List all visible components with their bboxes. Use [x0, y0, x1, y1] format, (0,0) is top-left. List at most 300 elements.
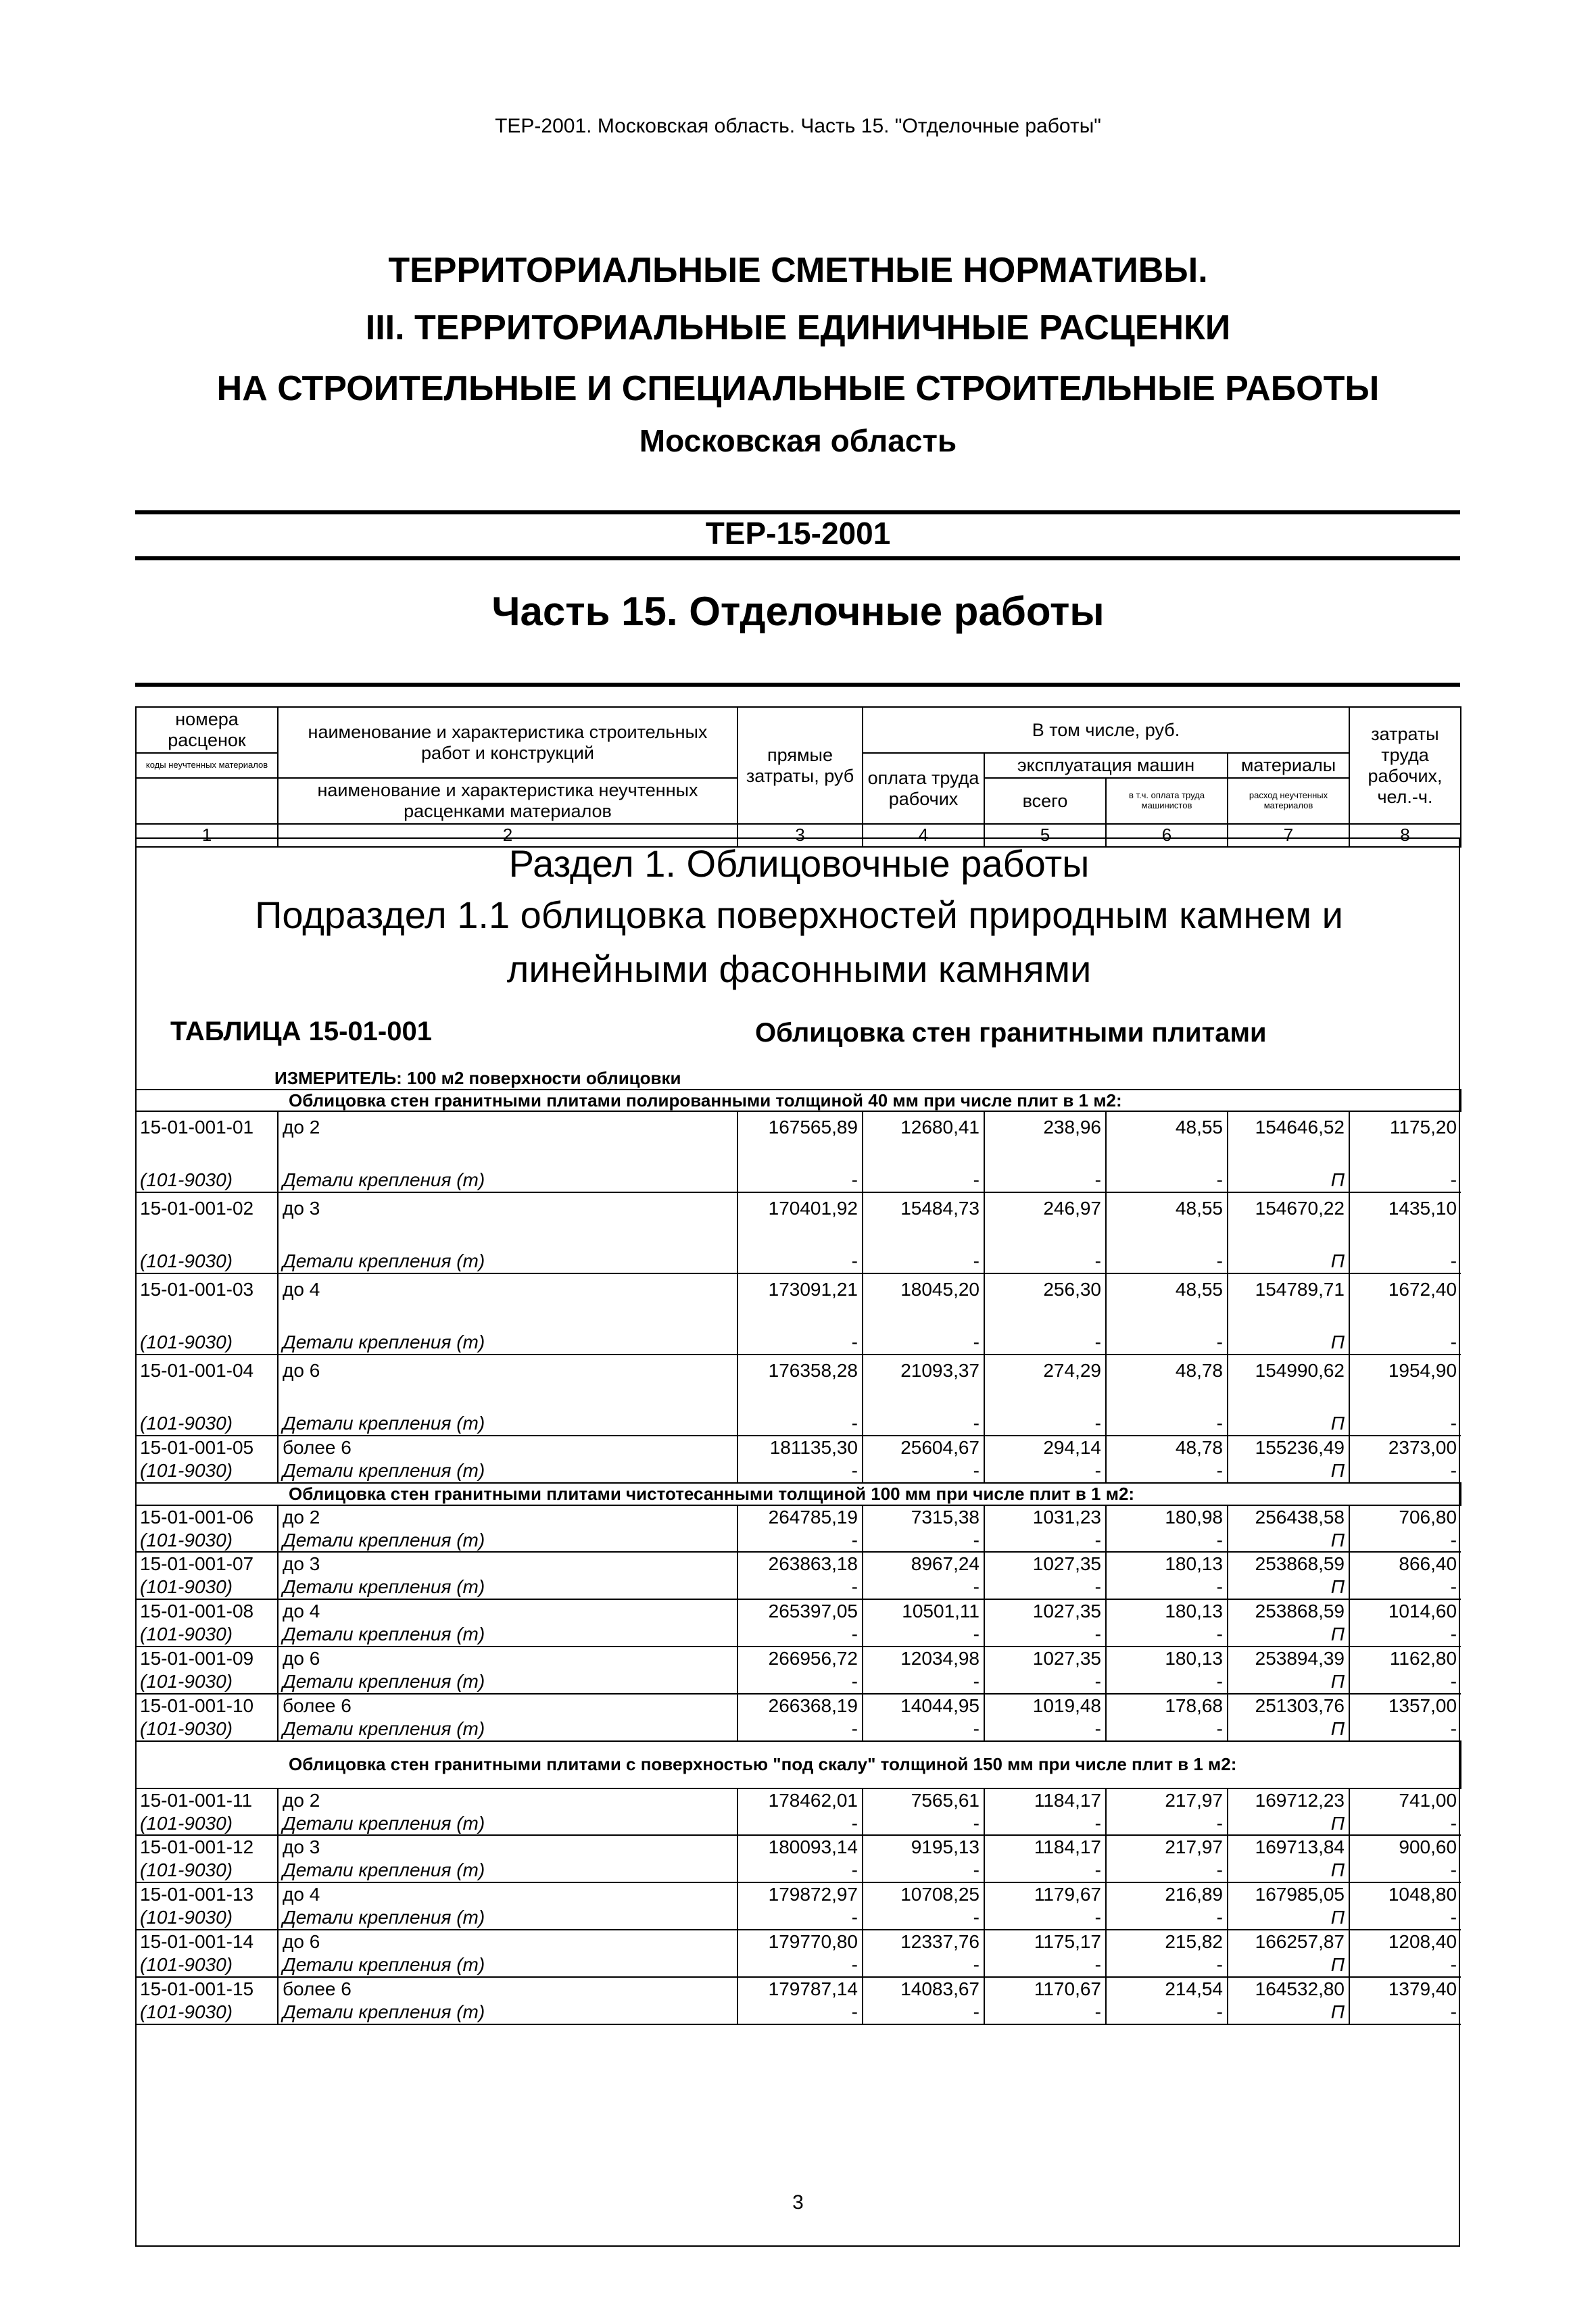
rate-labor: 14044,95	[863, 1694, 984, 1718]
material-row	[136, 1530, 1461, 1553]
empty-dash: -	[737, 1671, 863, 1694]
rate-hours: 1175,20	[1349, 1111, 1461, 1152]
material-code: (101-9030)	[136, 1813, 278, 1836]
material-row	[136, 1233, 1461, 1273]
rate-labor: 7565,61	[863, 1788, 984, 1813]
rate-hours: 1379,40	[1349, 1977, 1461, 2001]
empty-dash: -	[737, 1859, 863, 1882]
material-name: Детали крепления (т)	[278, 1395, 737, 1436]
empty-dash: -	[1106, 1314, 1228, 1355]
empty-dash: -	[984, 1395, 1106, 1436]
empty-dash: -	[1106, 1718, 1228, 1741]
measure-unit: ИЗМЕРИТЕЛЬ: 100 м2 поверхности облицовки	[274, 1068, 681, 1088]
empty-dash: -	[984, 1671, 1106, 1694]
empty-dash: -	[737, 1233, 863, 1273]
material-name: Детали крепления (т)	[278, 1624, 737, 1647]
table-row	[136, 1882, 1461, 1907]
material-row	[136, 1314, 1461, 1355]
rate-hours: 1357,00	[1349, 1694, 1461, 1718]
header-direct-costs: прямые затраты, руб	[737, 707, 863, 824]
material-row	[136, 1907, 1461, 1930]
rate-code: 15-01-001-07	[136, 1552, 278, 1576]
empty-dash: -	[863, 1576, 984, 1599]
rate-direct: 179872,97	[737, 1882, 863, 1907]
table-row	[136, 1647, 1461, 1671]
region-title: Московская область	[639, 423, 957, 458]
material-code: (101-9030)	[136, 1718, 278, 1741]
rate-labor: 14083,67	[863, 1977, 984, 2001]
empty-dash: -	[1349, 1460, 1461, 1483]
rate-labor: 25604,67	[863, 1436, 984, 1460]
rate-direct: 181135,30	[737, 1436, 863, 1460]
rate-name: более 6	[278, 1694, 737, 1718]
rate-materials: 166257,87	[1228, 1930, 1349, 1954]
empty-dash: -	[863, 1530, 984, 1553]
rate-direct: 265397,05	[737, 1599, 863, 1624]
rate-code: 15-01-001-15	[136, 1977, 278, 2001]
rate-labor: 9195,13	[863, 1835, 984, 1859]
rate-machines: 1027,35	[984, 1552, 1106, 1576]
empty-dash: -	[1349, 2001, 1461, 2024]
rate-machinist: 180,13	[1106, 1552, 1228, 1576]
empty-dash: -	[984, 1624, 1106, 1647]
rate-code: 15-01-001-01	[136, 1111, 278, 1152]
part-title: Часть 15. Отделочные работы	[491, 589, 1105, 634]
empty-dash: -	[984, 1233, 1106, 1273]
empty-dash: -	[737, 1954, 863, 1977]
page-number: 3	[792, 2191, 804, 2214]
materials-mark: П	[1228, 1530, 1349, 1553]
empty-dash: -	[1349, 1671, 1461, 1694]
rate-machines: 1031,23	[984, 1505, 1106, 1530]
rate-machinist: 48,78	[1106, 1355, 1228, 1395]
rate-machinist: 216,89	[1106, 1882, 1228, 1907]
rate-machines: 1179,67	[984, 1882, 1106, 1907]
rate-machines: 274,29	[984, 1355, 1106, 1395]
material-code: (101-9030)	[136, 2001, 278, 2024]
material-name: Детали крепления (т)	[278, 1314, 737, 1355]
rate-direct: 170401,92	[737, 1192, 863, 1233]
header-spacer	[136, 778, 278, 824]
rate-machines: 294,14	[984, 1436, 1106, 1460]
materials-mark: П	[1228, 1907, 1349, 1930]
empty-dash: -	[1349, 1395, 1461, 1436]
table-name: Облицовка стен гранитными плитами	[755, 1018, 1267, 1048]
empty-dash: -	[1106, 1530, 1228, 1553]
material-row	[136, 1813, 1461, 1836]
rate-materials: 253868,59	[1228, 1552, 1349, 1576]
rate-machines: 246,97	[984, 1192, 1106, 1233]
rate-code: 15-01-001-13	[136, 1882, 278, 1907]
material-row	[136, 1395, 1461, 1436]
rate-name: до 2	[278, 1505, 737, 1530]
empty-dash: -	[1349, 1576, 1461, 1599]
rate-hours: 900,60	[1349, 1835, 1461, 1859]
material-name: Детали крепления (т)	[278, 1152, 737, 1192]
rate-machines: 256,30	[984, 1273, 1106, 1314]
table-row	[136, 1599, 1461, 1624]
empty-dash: -	[1349, 1152, 1461, 1192]
rate-direct: 173091,21	[737, 1273, 863, 1314]
empty-dash: -	[1106, 2001, 1228, 2024]
empty-dash: -	[984, 1954, 1106, 1977]
rate-direct: 180093,14	[737, 1835, 863, 1859]
empty-dash: -	[1106, 1907, 1228, 1930]
header-materials-unaccounted: расход неучтенных материалов	[1228, 778, 1349, 824]
norm-code: ТЕР-15-2001	[705, 516, 891, 551]
rate-machinist: 48,55	[1106, 1273, 1228, 1314]
rate-machines: 1170,67	[984, 1977, 1106, 2001]
empty-dash: -	[984, 2001, 1106, 2024]
empty-dash: -	[1349, 1233, 1461, 1273]
empty-dash: -	[863, 1907, 984, 1930]
material-code: (101-9030)	[136, 1460, 278, 1483]
rate-materials: 167985,05	[1228, 1882, 1349, 1907]
empty-dash: -	[863, 1954, 984, 1977]
material-name: Детали крепления (т)	[278, 1233, 737, 1273]
empty-dash: -	[1349, 1314, 1461, 1355]
material-code: (101-9030)	[136, 1233, 278, 1273]
rate-materials: 256438,58	[1228, 1505, 1349, 1530]
rate-name: до 6	[278, 1647, 737, 1671]
empty-dash: -	[984, 1152, 1106, 1192]
empty-dash: -	[737, 1152, 863, 1192]
rate-hours: 866,40	[1349, 1552, 1461, 1576]
rate-machinist: 217,97	[1106, 1788, 1228, 1813]
subsection-title-line-1: Подраздел 1.1 облицовка поверхностей природным камнем и	[255, 894, 1343, 936]
rate-hours: 706,80	[1349, 1505, 1461, 1530]
rate-materials: 155236,49	[1228, 1436, 1349, 1460]
material-code: (101-9030)	[136, 1314, 278, 1355]
material-name: Детали крепления (т)	[278, 1530, 737, 1553]
empty-dash: -	[737, 1460, 863, 1483]
rate-labor: 12337,76	[863, 1930, 984, 1954]
materials-mark: П	[1228, 1576, 1349, 1599]
rate-materials: 154646,52	[1228, 1111, 1349, 1152]
empty-dash: -	[863, 2001, 984, 2024]
rate-hours: 1208,40	[1349, 1930, 1461, 1954]
material-name: Детали крепления (т)	[278, 1859, 737, 1882]
material-row	[136, 1671, 1461, 1694]
rate-code: 15-01-001-14	[136, 1930, 278, 1954]
empty-dash: -	[737, 2001, 863, 2024]
empty-dash: -	[984, 1460, 1106, 1483]
empty-dash: -	[737, 1907, 863, 1930]
column-number: 2	[278, 824, 737, 847]
material-row	[136, 1576, 1461, 1599]
rate-name: до 4	[278, 1599, 737, 1624]
empty-dash: -	[984, 1530, 1106, 1553]
rule-bottom	[135, 683, 1460, 687]
column-number: 5	[984, 824, 1106, 847]
column-number: 1	[136, 824, 278, 847]
group-title: Облицовка стен гранитными плитами полированными толщиной 40 мм при числе плит в 1 м2:	[136, 1090, 1461, 1112]
column-number: 7	[1228, 824, 1349, 847]
rate-machinist: 217,97	[1106, 1835, 1228, 1859]
material-code: (101-9030)	[136, 1859, 278, 1882]
rate-machinist: 180,13	[1106, 1599, 1228, 1624]
table-row	[136, 1436, 1461, 1460]
rate-code: 15-01-001-06	[136, 1505, 278, 1530]
rule-middle	[135, 556, 1460, 560]
materials-mark: П	[1228, 1233, 1349, 1273]
rate-materials: 253894,39	[1228, 1647, 1349, 1671]
empty-dash: -	[737, 1395, 863, 1436]
materials-mark: П	[1228, 1624, 1349, 1647]
rate-code: 15-01-001-04	[136, 1355, 278, 1395]
empty-dash: -	[1106, 1152, 1228, 1192]
material-name: Детали крепления (т)	[278, 1671, 737, 1694]
empty-dash: -	[1106, 1954, 1228, 1977]
column-header-table	[135, 706, 1461, 848]
empty-dash: -	[863, 1314, 984, 1355]
rate-direct: 266956,72	[737, 1647, 863, 1671]
rate-labor: 10708,25	[863, 1882, 984, 1907]
rate-direct: 179770,80	[737, 1930, 863, 1954]
section-title: Раздел 1. Облицовочные работы	[508, 842, 1090, 885]
rate-name: до 4	[278, 1273, 737, 1314]
material-row	[136, 1718, 1461, 1741]
rate-materials: 253868,59	[1228, 1599, 1349, 1624]
materials-mark: П	[1228, 1152, 1349, 1192]
rate-machines: 238,96	[984, 1111, 1106, 1152]
empty-dash: -	[984, 1718, 1106, 1741]
table-row	[136, 1505, 1461, 1530]
empty-dash: -	[863, 1859, 984, 1882]
rate-hours: 1954,90	[1349, 1355, 1461, 1395]
material-row	[136, 1954, 1461, 1977]
empty-dash: -	[1349, 1954, 1461, 1977]
empty-dash: -	[737, 1576, 863, 1599]
column-number: 4	[863, 824, 984, 847]
rate-materials: 169713,84	[1228, 1835, 1349, 1859]
group-header-row	[136, 1090, 1461, 1112]
rate-name: более 6	[278, 1977, 737, 2001]
table-row	[136, 1694, 1461, 1718]
rate-labor: 12034,98	[863, 1647, 984, 1671]
header-name: наименование и характеристика строительных работ и конструкций	[278, 707, 737, 778]
rate-code: 15-01-001-08	[136, 1599, 278, 1624]
empty-dash: -	[1106, 1460, 1228, 1483]
group-title: Облицовка стен гранитными плитами с поверхностью "под скалу" толщиной 150 мм при числе плит в 1 м2:	[136, 1741, 1461, 1788]
header-rate-numbers: номера расценок	[136, 707, 278, 753]
rate-direct: 167565,89	[737, 1111, 863, 1152]
empty-dash: -	[1349, 1624, 1461, 1647]
rate-machines: 1184,17	[984, 1788, 1106, 1813]
document-title-line-2: III. ТЕРРИТОРИАЛЬНЫЕ ЕДИНИЧНЫЕ РАСЦЕНКИ	[365, 308, 1231, 347]
rate-labor: 21093,37	[863, 1355, 984, 1395]
material-code: (101-9030)	[136, 1530, 278, 1553]
materials-mark: П	[1228, 1813, 1349, 1836]
rate-code: 15-01-001-10	[136, 1694, 278, 1718]
empty-dash: -	[984, 1907, 1106, 1930]
material-code: (101-9030)	[136, 1576, 278, 1599]
materials-mark: П	[1228, 1718, 1349, 1741]
empty-dash: -	[737, 1624, 863, 1647]
table-row	[136, 1355, 1461, 1395]
rule-top	[135, 510, 1460, 514]
empty-dash: -	[1106, 1813, 1228, 1836]
rate-code: 15-01-001-09	[136, 1647, 278, 1671]
header-material-codes: коды неучтенных материалов	[136, 753, 278, 778]
table-row	[136, 1930, 1461, 1954]
rate-name: до 3	[278, 1192, 737, 1233]
material-code: (101-9030)	[136, 1671, 278, 1694]
rate-labor: 8967,24	[863, 1552, 984, 1576]
material-code: (101-9030)	[136, 1954, 278, 1977]
empty-dash: -	[1349, 1907, 1461, 1930]
empty-dash: -	[863, 1460, 984, 1483]
group-title: Облицовка стен гранитными плитами чистотесанными толщиной 100 мм при числе плит в 1 м2:	[136, 1483, 1461, 1505]
rate-labor: 15484,73	[863, 1192, 984, 1233]
empty-dash: -	[1106, 1233, 1228, 1273]
rate-machinist: 178,68	[1106, 1694, 1228, 1718]
material-code: (101-9030)	[136, 1395, 278, 1436]
table-row	[136, 1788, 1461, 1813]
empty-dash: -	[984, 1314, 1106, 1355]
empty-dash: -	[863, 1395, 984, 1436]
rate-hours: 1048,80	[1349, 1882, 1461, 1907]
rate-hours: 741,00	[1349, 1788, 1461, 1813]
rate-machinist: 215,82	[1106, 1930, 1228, 1954]
material-name: Детали крепления (т)	[278, 1907, 737, 1930]
rate-direct: 263863,18	[737, 1552, 863, 1576]
rate-labor: 10501,11	[863, 1599, 984, 1624]
rate-materials: 164532,80	[1228, 1977, 1349, 2001]
subsection-title-line-2: линейными фасонными камнями	[506, 948, 1092, 990]
rate-materials: 154670,22	[1228, 1192, 1349, 1233]
empty-dash: -	[984, 1813, 1106, 1836]
rate-name: более 6	[278, 1436, 737, 1460]
material-code: (101-9030)	[136, 1152, 278, 1192]
rate-name: до 6	[278, 1930, 737, 1954]
rate-name: до 4	[278, 1882, 737, 1907]
table-row	[136, 1835, 1461, 1859]
running-header: ТЕР-2001. Московская область. Часть 15. "Отделочные работы"	[495, 115, 1101, 137]
rate-code: 15-01-001-03	[136, 1273, 278, 1314]
rate-machinist: 48,55	[1106, 1111, 1228, 1152]
material-name: Детали крепления (т)	[278, 1460, 737, 1483]
rate-direct: 266368,19	[737, 1694, 863, 1718]
measure-row	[136, 1068, 1461, 1090]
rate-machinist: 48,55	[1106, 1192, 1228, 1233]
rate-hours: 2373,00	[1349, 1436, 1461, 1460]
table-row	[136, 1552, 1461, 1576]
column-number: 8	[1349, 824, 1461, 847]
rate-labor: 18045,20	[863, 1273, 984, 1314]
rate-code: 15-01-001-05	[136, 1436, 278, 1460]
header-machinist-pay: в т.ч. оплата труда машинистов	[1106, 778, 1228, 824]
table-row	[136, 1192, 1461, 1233]
rate-name: до 3	[278, 1552, 737, 1576]
empty-dash: -	[1349, 1718, 1461, 1741]
empty-dash: -	[863, 1813, 984, 1836]
materials-mark: П	[1228, 1954, 1349, 1977]
column-number: 6	[1106, 824, 1228, 847]
rate-name: до 2	[278, 1111, 737, 1152]
rate-machines: 1175,17	[984, 1930, 1106, 1954]
rate-code: 15-01-001-02	[136, 1192, 278, 1233]
material-code: (101-9030)	[136, 1907, 278, 1930]
header-machines: эксплуатация машин	[984, 753, 1228, 778]
material-row	[136, 1859, 1461, 1882]
column-number: 3	[737, 824, 863, 847]
rate-machinist: 180,98	[1106, 1505, 1228, 1530]
table-label: ТАБЛИЦА 15-01-001	[170, 1017, 432, 1046]
rate-machines: 1027,35	[984, 1647, 1106, 1671]
rate-machinist: 214,54	[1106, 1977, 1228, 2001]
empty-dash: -	[1106, 1395, 1228, 1436]
empty-dash: -	[737, 1314, 863, 1355]
material-code: (101-9030)	[136, 1624, 278, 1647]
rate-materials: 251303,76	[1228, 1694, 1349, 1718]
materials-mark: П	[1228, 1859, 1349, 1882]
material-row	[136, 1624, 1461, 1647]
rate-machines: 1019,48	[984, 1694, 1106, 1718]
rate-name: до 3	[278, 1835, 737, 1859]
empty-dash: -	[1349, 1813, 1461, 1836]
rate-code: 15-01-001-12	[136, 1835, 278, 1859]
materials-mark: П	[1228, 1671, 1349, 1694]
group-header-row	[136, 1483, 1461, 1505]
rate-materials: 169712,23	[1228, 1788, 1349, 1813]
rate-machines: 1027,35	[984, 1599, 1106, 1624]
rate-direct: 176358,28	[737, 1355, 863, 1395]
rate-hours: 1672,40	[1349, 1273, 1461, 1314]
header-labor-pay: оплата труда рабочих	[863, 753, 984, 824]
header-materials: материалы	[1228, 753, 1349, 778]
rate-machines: 1184,17	[984, 1835, 1106, 1859]
header-machines-total: всего	[984, 778, 1106, 824]
empty-dash: -	[984, 1859, 1106, 1882]
document-title-line-1: ТЕРРИТОРИАЛЬНЫЕ СМЕТНЫЕ НОРМАТИВЫ.	[388, 251, 1208, 290]
rate-hours: 1162,80	[1349, 1647, 1461, 1671]
material-name: Детали крепления (т)	[278, 1576, 737, 1599]
materials-mark: П	[1228, 1314, 1349, 1355]
materials-mark: П	[1228, 1395, 1349, 1436]
empty-dash: -	[737, 1718, 863, 1741]
document-title-line-3: НА СТРОИТЕЛЬНЫЕ И СПЕЦИАЛЬНЫЕ СТРОИТЕЛЬНЫЕ РАБОТЫ	[216, 369, 1380, 408]
empty-dash: -	[863, 1233, 984, 1273]
material-name: Детали крепления (т)	[278, 2001, 737, 2024]
group-header-row	[136, 1741, 1461, 1788]
table-row	[136, 1977, 1461, 2001]
empty-dash: -	[1106, 1671, 1228, 1694]
material-row	[136, 1460, 1461, 1483]
rate-machinist: 180,13	[1106, 1647, 1228, 1671]
materials-mark: П	[1228, 2001, 1349, 2024]
empty-dash: -	[1349, 1530, 1461, 1553]
empty-dash: -	[1106, 1576, 1228, 1599]
table-row	[136, 1111, 1461, 1152]
material-name: Детали крепления (т)	[278, 1718, 737, 1741]
rate-direct: 179787,14	[737, 1977, 863, 2001]
header-labor-costs: затраты труда рабочих, чел.-ч.	[1349, 707, 1461, 824]
empty-dash: -	[1106, 1859, 1228, 1882]
empty-dash: -	[863, 1152, 984, 1192]
rate-labor: 12680,41	[863, 1111, 984, 1152]
rates-table	[135, 1068, 1461, 2025]
rate-direct: 178462,01	[737, 1788, 863, 1813]
empty-dash: -	[863, 1671, 984, 1694]
empty-dash: -	[863, 1718, 984, 1741]
rate-name: до 6	[278, 1355, 737, 1395]
rate-name: до 2	[278, 1788, 737, 1813]
empty-dash: -	[1349, 1859, 1461, 1882]
header-including: В том числе, руб.	[863, 707, 1349, 753]
header-name-materials: наименование и характеристика неучтенных расценками материалов	[278, 778, 737, 824]
rate-materials: 154789,71	[1228, 1273, 1349, 1314]
